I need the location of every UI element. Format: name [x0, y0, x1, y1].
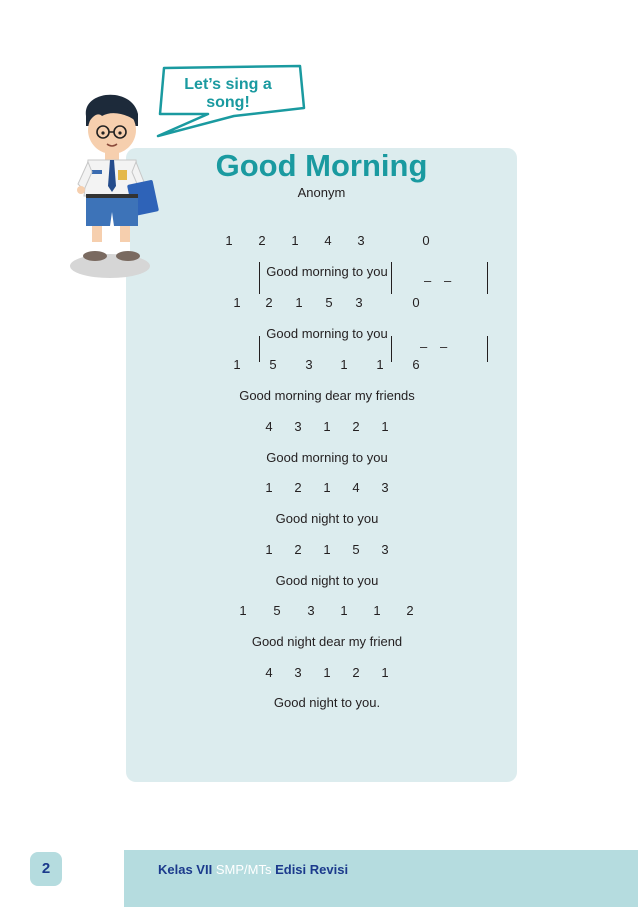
lyric-line: Good morning to you [266, 326, 388, 341]
measure-bar [259, 336, 260, 362]
note-number: 2 [265, 295, 273, 310]
note-number: 5 [273, 603, 281, 618]
note-number: 1 [381, 665, 389, 680]
footer-class: Kelas VII [158, 862, 213, 877]
rest-dash: – [444, 273, 452, 288]
note-number: 2 [352, 419, 360, 434]
note-number: 5 [352, 542, 360, 557]
lyric-line: Good night to you [275, 573, 379, 588]
rest-dash: – [420, 339, 428, 354]
note-number: 1 [233, 357, 241, 372]
note-number: 3 [294, 419, 302, 434]
note-number: 2 [352, 665, 360, 680]
note-number: 0 [422, 233, 430, 248]
note-number: 1 [233, 295, 241, 310]
measure-bar [487, 336, 488, 362]
measure-bar [391, 336, 392, 362]
note-number: 2 [294, 542, 302, 557]
page-number: 2 [30, 852, 62, 886]
footer-text [158, 862, 348, 877]
note-number: 1 [265, 480, 273, 495]
note-number: 5 [325, 295, 333, 310]
note-number: 2 [406, 603, 414, 618]
note-number: 1 [225, 233, 233, 248]
note-number: 4 [265, 665, 273, 680]
footer-band [124, 850, 638, 907]
note-number: 1 [295, 295, 303, 310]
measure-bar [259, 262, 260, 294]
rest-dash: – [440, 339, 448, 354]
note-number: 4 [352, 480, 360, 495]
note-number: 1 [340, 603, 348, 618]
footer-edition: Edisi Revisi [275, 862, 349, 877]
note-number: 3 [294, 665, 302, 680]
note-number: 2 [258, 233, 266, 248]
note-number: 0 [412, 295, 420, 310]
measure-bar [487, 262, 488, 294]
rest-dash: – [424, 273, 432, 288]
note-number: 1 [376, 357, 384, 372]
lyric-line: Good night dear my friend [251, 634, 403, 649]
note-number: 1 [381, 419, 389, 434]
lyric-line: Good morning to you [266, 264, 388, 279]
note-number: 3 [357, 233, 365, 248]
lyric-line: Good morning dear my friends [239, 388, 415, 403]
note-number: 2 [294, 480, 302, 495]
lyric-line: Good night to you. [273, 695, 381, 710]
song-author: Anonym [297, 185, 346, 200]
note-number: 1 [373, 603, 381, 618]
measure-bar [391, 262, 392, 294]
song-title: Good Morning [215, 148, 428, 183]
bubble-text [158, 76, 298, 112]
note-number: 1 [265, 542, 273, 557]
bubble-line-1: Let’s sing a [184, 76, 272, 93]
note-number: 1 [323, 480, 331, 495]
note-number: 3 [381, 542, 389, 557]
note-number: 3 [381, 480, 389, 495]
song-panel [126, 148, 517, 782]
note-number: 1 [323, 542, 331, 557]
note-number: 5 [269, 357, 277, 372]
note-number: 1 [340, 357, 348, 372]
note-number: 3 [355, 295, 363, 310]
note-number: 3 [305, 357, 313, 372]
note-number: 6 [412, 357, 420, 372]
lyric-line: Good night to you [275, 511, 379, 526]
bubble-line-2: song! [206, 94, 250, 111]
note-number: 1 [291, 233, 299, 248]
note-number: 1 [323, 665, 331, 680]
note-number: 4 [265, 419, 273, 434]
note-number: 1 [323, 419, 331, 434]
lyric-line: Good morning to you [266, 450, 388, 465]
footer-school: SMP/MTs [215, 862, 272, 877]
note-number: 3 [307, 603, 315, 618]
note-number: 4 [324, 233, 332, 248]
note-number: 1 [239, 603, 247, 618]
